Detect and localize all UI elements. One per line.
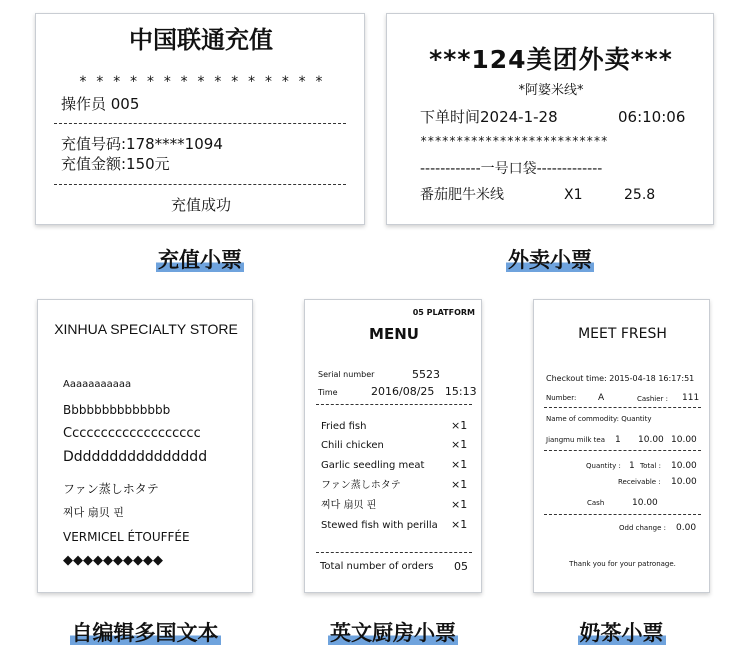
divider bbox=[544, 407, 701, 408]
takeout-receipt bbox=[386, 13, 714, 225]
takeout-order-time: 下单时间2024-1-28 bbox=[420, 108, 558, 126]
kitchen-receipt bbox=[304, 299, 482, 593]
milktea-cash-value: 10.00 bbox=[632, 498, 658, 508]
multilang-receipt bbox=[37, 299, 253, 593]
milktea-checkout: Checkout time: 2015-04-18 16:17:51 bbox=[546, 374, 695, 383]
milktea-total-label: Total : bbox=[640, 462, 661, 470]
milktea-receivable-label: Receivable : bbox=[618, 478, 661, 486]
kitchen-item-qty: ×1 bbox=[451, 458, 468, 471]
kitchen-item-qty: ×1 bbox=[451, 438, 468, 451]
kitchen-item-name: ファン蒸しホタテ bbox=[321, 480, 401, 491]
recharge-title: 中国联通充值 bbox=[129, 26, 273, 54]
kitchen-item-name: 찌다 扇贝 핀 bbox=[321, 500, 377, 511]
milktea-total-value: 10.00 bbox=[671, 461, 697, 471]
divider bbox=[54, 184, 346, 185]
recharge-operator: 操作员 005 bbox=[61, 95, 140, 113]
milktea-odd-change-label: Odd change : bbox=[619, 524, 666, 532]
milktea-item-price: 10.00 bbox=[638, 435, 664, 445]
multilang-line: Bbbbbbbbbbbbbb bbox=[63, 403, 171, 417]
milktea-receivable-value: 10.00 bbox=[671, 477, 697, 487]
multilang-line: ファン蒸しホタテ bbox=[63, 482, 159, 496]
caption-text: 充值小票 bbox=[158, 248, 242, 272]
divider bbox=[316, 404, 472, 405]
recharge-caption bbox=[35, 244, 365, 274]
multilang-line: Dddddddddddddddd bbox=[63, 449, 208, 465]
recharge-number: 充值号码:178****1094 bbox=[61, 135, 223, 153]
milktea-quantity-label: Quantity : bbox=[586, 462, 621, 470]
kitchen-total-label: Total number of orders bbox=[320, 561, 434, 572]
kitchen-title: MENU bbox=[369, 325, 419, 343]
kitchen-serial-label: Serial number bbox=[318, 370, 375, 379]
milktea-item-qty: 1 bbox=[615, 435, 621, 445]
milktea-title: MEET FRESH bbox=[578, 326, 667, 342]
takeout-item-price: 25.8 bbox=[624, 187, 656, 203]
divider bbox=[544, 514, 701, 515]
kitchen-item-qty: ×1 bbox=[451, 518, 468, 531]
takeout-title: ***124美团外卖*** bbox=[429, 45, 673, 74]
milktea-item-name: Jiangmu milk tea bbox=[546, 436, 605, 444]
milktea-cash-label: Cash bbox=[587, 499, 605, 507]
divider bbox=[544, 450, 701, 451]
takeout-caption bbox=[386, 244, 714, 274]
kitchen-total-value: 05 bbox=[454, 560, 468, 573]
kitchen-caption bbox=[304, 617, 482, 647]
kitchen-item-name: Chili chicken bbox=[321, 440, 384, 451]
milktea-commodity-label: Name of commodity: Quantity bbox=[546, 415, 652, 423]
milktea-odd-change-value: 0.00 bbox=[676, 523, 697, 533]
multilang-store: XINHUA SPECIALTY STORE bbox=[54, 321, 238, 337]
kitchen-serial-value: 5523 bbox=[412, 368, 440, 381]
kitchen-item-name: Garlic seedling meat bbox=[321, 460, 425, 471]
kitchen-item-name: Fried fish bbox=[321, 421, 367, 432]
recharge-amount: 充值金额:150元 bbox=[61, 155, 170, 173]
milktea-number-value: A bbox=[598, 393, 605, 403]
divider bbox=[316, 552, 472, 553]
takeout-order-clock: 06:10:06 bbox=[618, 108, 686, 126]
kitchen-item-qty: ×1 bbox=[451, 498, 468, 511]
caption-text: 外卖小票 bbox=[508, 248, 592, 272]
recharge-status: 充值成功 bbox=[170, 196, 231, 214]
kitchen-time-label: Time bbox=[318, 388, 338, 397]
multilang-caption bbox=[37, 617, 253, 647]
caption-text: 自编辑多国文本 bbox=[71, 621, 219, 645]
caption-text: 英文厨房小票 bbox=[330, 621, 456, 645]
takeout-bag: ------------一号口袋------------- bbox=[420, 161, 603, 177]
takeout-stars: ************************** bbox=[420, 134, 608, 148]
milktea-number-label: Number: bbox=[546, 394, 577, 402]
milktea-thanks: Thank you for your patronage. bbox=[569, 560, 676, 568]
milktea-cashier-value: 111 bbox=[682, 393, 700, 403]
takeout-shop: *阿婆米线* bbox=[518, 83, 584, 98]
kitchen-time-value: 2016/08/25 15:13 bbox=[371, 385, 477, 398]
kitchen-platform: 05 PLATFORM bbox=[412, 308, 475, 317]
milktea-item-total: 10.00 bbox=[671, 435, 697, 445]
multilang-line: Aaaaaaaaaaa bbox=[63, 379, 132, 390]
multilang-line: VERMICEL ÉTOUFFÉE bbox=[63, 530, 190, 544]
divider bbox=[54, 123, 346, 124]
kitchen-item-qty: ×1 bbox=[451, 419, 468, 432]
kitchen-item-name: Stewed fish with perilla bbox=[321, 520, 438, 531]
takeout-item-name: 番茄肥牛米线 bbox=[420, 187, 504, 203]
kitchen-item-qty: ×1 bbox=[451, 478, 468, 491]
multilang-diamonds: ◆◆◆◆◆◆◆◆◆◆ bbox=[63, 553, 163, 568]
milktea-quantity-value: 1 bbox=[629, 461, 635, 471]
milktea-cashier-label: Cashier : bbox=[637, 395, 668, 403]
milktea-caption bbox=[533, 617, 710, 647]
milktea-receipt bbox=[533, 299, 710, 593]
caption-text: 奶茶小票 bbox=[579, 621, 664, 645]
multilang-line: Ccccccccccccccccccc bbox=[63, 426, 201, 441]
recharge-stars: * * * * * * * * * * * * * * * bbox=[78, 74, 324, 90]
multilang-line: 찌다 扇贝 핀 bbox=[63, 506, 124, 519]
takeout-item-qty: X1 bbox=[564, 187, 583, 203]
recharge-receipt bbox=[35, 13, 365, 225]
